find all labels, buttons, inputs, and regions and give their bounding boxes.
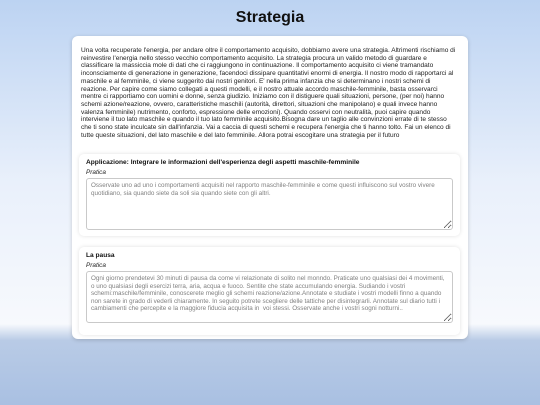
section-la-pausa	[79, 247, 460, 335]
intro-text: Una volta recuperate l'energia, per andare oltre il comportamento acquisito, dobbiamo avere una strategia. Altrimenti rischiamo di reinvestire l'energia nello stesso vecchio comportamento acquisito. La strategia procura un valido metodo di guardare e classificare la massiccia mole di dati che ci raggiungono in continuazione. Il comportamento acquisito ci viene tramandato inconsciamente di generazione in generazione, facendoci dissipare quantitativi enormi di energia. Il nostro modo di rapportarci al maschile e al femminile, ci viene suggerito dai nostri genitori. E' nella prima infanzia che si determinano i nostri schemi di reazione. Per capire come siamo collegati a questi modelli, e il nostro attuale accordo maschile-femminile, basta osservarci mentre ci rapportiamo con uomini e donne, senza giudizio. Iniziamo con il distiguere quali situazioni, persone, (per noi) hanno schemi azione/reazione, ovvero, caratteristiche maschili (autorità, direttori, situazioni che manipolano) e quali invece hanno valenza femminile) nutrimento, conforto, espressione delle emozioni). Quando osservi con neutralità, puoi capire quando interviene il tuo lato maschile e quando il tuo lato femminile acquisito.Bisogna dare un taglio alle convinzioni errate di te stesso che ti sono state inculcate sin dall'infanzia. Vai a caccia di questi schemi e recupera l'energia che ti hanno tolto. Fai un elenco di tutte queste situazioni, del lato maschile e del lato femminile. Allora potrai escogitare una strategia per il futuro	[81, 47, 456, 139]
page-title: Strategia	[235, 9, 305, 26]
section-subtitle: Pratica	[86, 262, 106, 269]
section-subtitle: Pratica	[86, 169, 106, 176]
content-card	[72, 36, 468, 339]
section-applicazione	[79, 154, 460, 236]
section-title: La pausa	[86, 252, 115, 259]
practice-textarea-la-pausa[interactable]	[86, 271, 453, 323]
practice-textarea-applicazione[interactable]	[86, 178, 453, 230]
section-title: Applicazione: Integrare le informazioni dell'esperienza degli aspetti maschile-femminile	[86, 159, 360, 166]
